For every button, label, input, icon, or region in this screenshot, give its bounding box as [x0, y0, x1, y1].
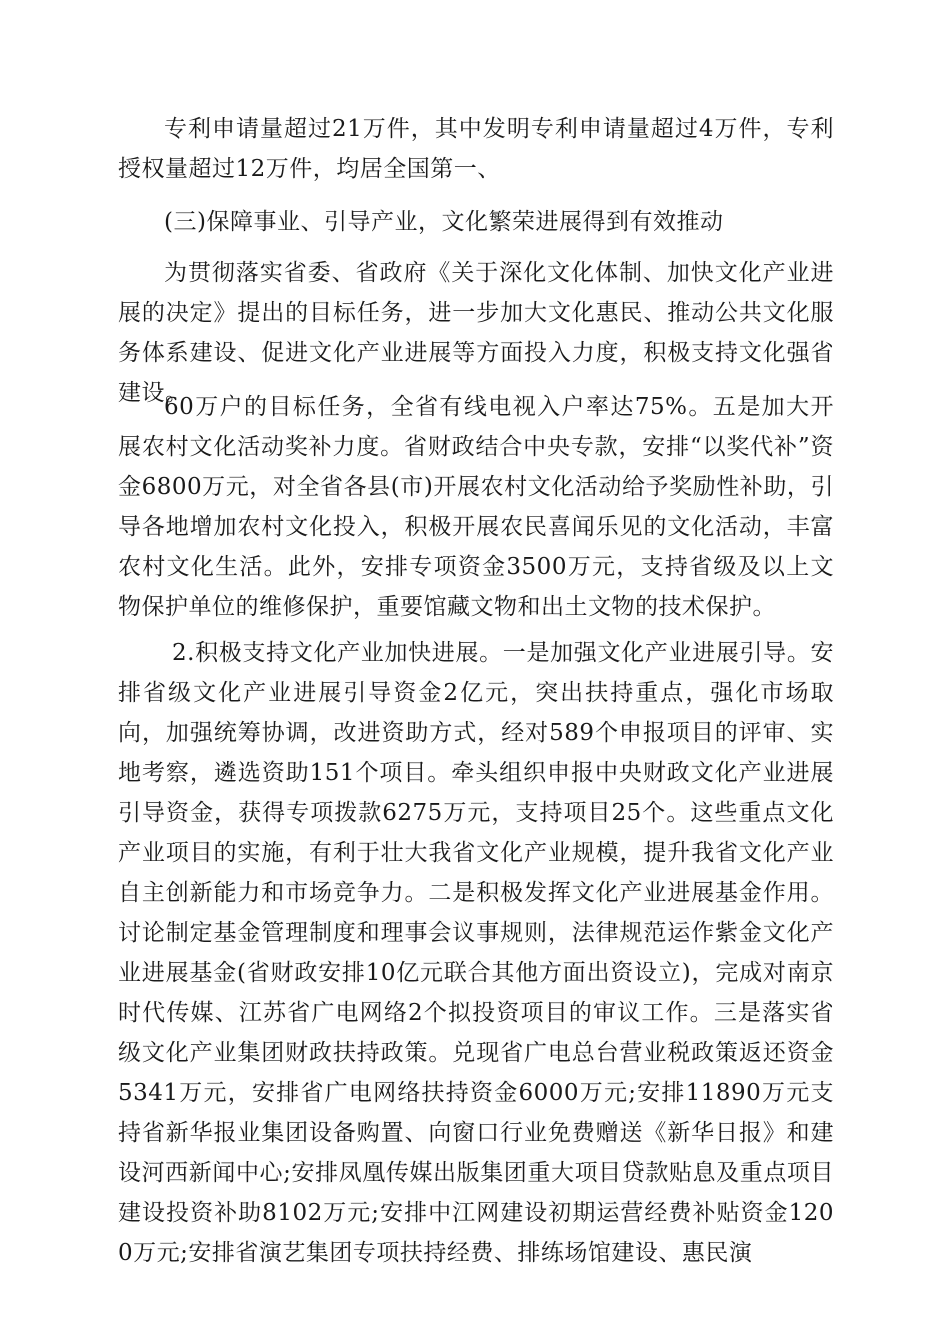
- paragraph-rural-culture: 60万户的目标任务，全省有线电视入户率达75%。五是加大开展农村文化活动奖补力度。省财政结合中央专款，安排“以奖代补”资金6800万元，对全省各县(市)开展农村文化活动给予奖励性补助，引导各地增加农村文化投入，积极开展农民喜闻乐见的文化活动，丰富农村文化生活。此外，安排专项资金3500万元，支持省级及以上文物保护单位的维修保护，重要馆藏文物和出土文物的技术保护。: [118, 394, 834, 620]
- paragraph-patent-statistics: 专利申请量超过21万件，其中发明专利申请量超过4万件，专利授权量超过12万件，均居全国第一、: [118, 116, 834, 182]
- section-heading-culture: (三)保障事业、引导产业，文化繁荣进展得到有效推动: [164, 209, 724, 235]
- paragraph-culture-policy: 为贯彻落实省委、省政府《关于深化文化体制、加快文化产业进展的决定》提出的目标任务，进一步加大文化惠民、推动公共文化服务体系建设、促进文化产业进展等方面投入力度，积极支持文化强省建设。: [118, 260, 834, 406]
- paragraph-culture-industry: 2.积极支持文化产业加快进展。一是加强文化产业进展引导。安排省级文化产业进展引导资金2亿元，突出扶持重点，强化市场取向，加强统筹协调，改进资助方式，经对589个申报项目的评审、实地考察，遴选资助151个项目。牵头组织申报中央财政文化产业进展引导资金，获得专项拨款6275万元，支持项目25个。这些重点文化产业项目的实施，有利于壮大我省文化产业规模，提升我省文化产业自主创新能力和市场竞争力。二是积极发挥文化产业进展基金作用。讨论制定基金管理制度和理事会议事规则，法律规范运作紫金文化产业进展基金(省财政安排10亿元联合其他方面出资设立)，完成对南京时代传媒、江苏省广电网络2个拟投资项目的审议工作。三是落实省级文化产业集团财政扶持政策。兑现省广电总台营业税政策返还资金5341万元，安排省广电网络扶持资金6000万元;安排11890万元支持省新华报业集团设备购置、向窗口行业免费赠送《新华日报》和建设河西新闻中心;安排凤凰传媒出版集团重大项目贷款贴息及重点项目建设投资补助8102万元;安排中江网建设初期运营经费补贴资金1200万元;安排省演艺集团专项扶持经费、排练场馆建设、惠民演: [118, 640, 834, 1266]
